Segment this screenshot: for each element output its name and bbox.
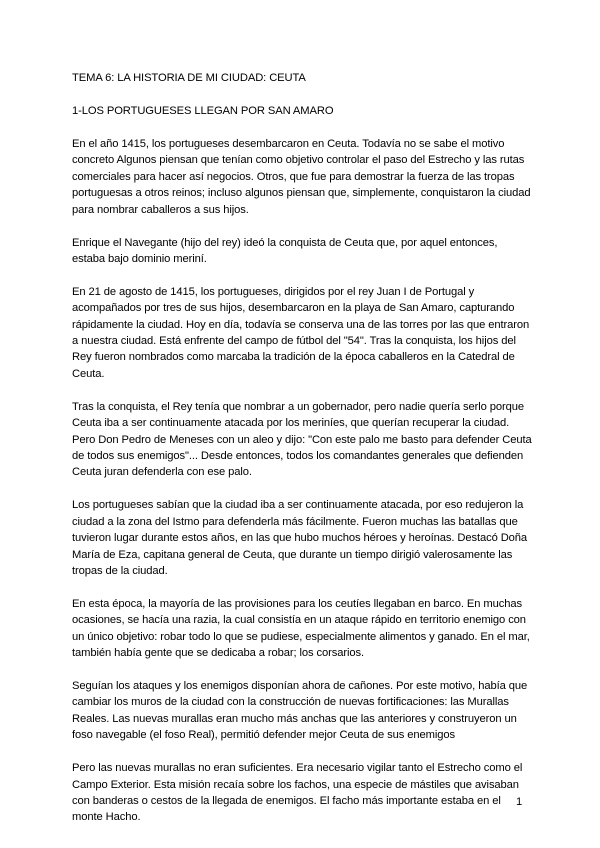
- paragraph: En esta época, la mayoría de las provisiones para los ceutíes llegaban en barco. En muchas ocasiones, se hacía una razia, la cual consistía en un ataque rápido en territorio enemigo con un único objetivo: robar todo lo que se pudiese, especialmente alimentos y ganado. En el mar, también había gente que se dedicaba a robar; los corsarios.: [72, 597, 530, 660]
- paragraph: En el año 1415, los portugueses desembarcaron en Ceuta. Todavía no se sabe el motivo concreto Algunos piensan que tenían como objetivo controlar el paso del Estrecho y las rutas comerciales para hacer así negocios. Otros, que fue para demostrar la fuerza de las tropas portuguesas a otros reinos; incluso algunos piensan que, simplemente, conquistaron la ciudad para nombrar caballeros a sus hijos.: [72, 138, 531, 216]
- paragraph: En 21 de agosto de 1415, los portugueses, dirigidos por el rey Juan I de Portugal y acompañados por tres de sus hijos, desembarcaron en la playa de San Amaro, capturando rápidamente la ciudad. Hoy en día, todavía se conserva una de las torres por las que entraron a nuestra ciudad. Está enfrente del campo de fútbol del "54". Tras la conquista, los hijos del Rey fueron nombrados como marcaba la tradición de la época caballeros en la Catedral de Ceuta.: [72, 285, 530, 380]
- paragraph: Pero las nuevas murallas no eran suficientes. Era necesario vigilar tanto el Estrecho como el Campo Exterior. Esta misión recaía sobre los fachos, una especie de mástiles que avisaban con banderas o cestos de la llegada de enemigos. El facho más importante estaba en el monte Hacho.: [72, 762, 523, 824]
- page-content: [72, 66, 532, 826]
- section-heading: 1-LOS PORTUGUESES LLEGAN POR SAN AMARO: [72, 105, 334, 117]
- document-title: TEMA 6: LA HISTORIA DE MI CIUDAD: CEUTA: [72, 72, 306, 84]
- paragraph: Seguían los ataques y los enemigos disponían ahora de cañones. Por este motivo, había que cambiar los muros de la ciudad con la construcción de nuevas fortificaciones: las Murallas Reales. Las nuevas murallas eran mucho más anchas que las anteriores y construyeron un foso navegable (el foso Real), permitió defender mejor Ceuta de sus enemigos: [72, 679, 528, 742]
- page-number: 1: [516, 796, 523, 808]
- body-text: [72, 136, 532, 826]
- paragraph: Los portugueses sabían que la ciudad iba a ser continuamente atacada, por eso redujeron la ciudad a la zona del Istmo para defenderla más fácilmente. Fueron muchas las batallas que tuvieron lugar durante estos años, en las que hubo muchos héroes y heroínas. Destacó Doña María de Eza, capitana general de Ceuta, que durante un tiempo dirigió valerosamente las tropas de la ciudad.: [72, 499, 528, 577]
- paragraph: Tras la conquista, el Rey tenía que nombrar a un gobernador, pero nadie quería serlo porque Ceuta iba a ser continuamente atacada por los meriníes, que querían recuperar la ciudad. Pero Don Pedro de Meneses con un aleo y dijo: "Con este palo me basto para defender Ceuta de todos sus enemigos"... Desde entonces, todos los comandantes generales que defienden Ceuta juran defenderla con ese palo.: [72, 400, 532, 479]
- paragraph: Enrique el Navegante (hijo del rey) ideó la conquista de Ceuta que, por aquel entonces, estaba bajo dominio meriní.: [72, 236, 498, 265]
